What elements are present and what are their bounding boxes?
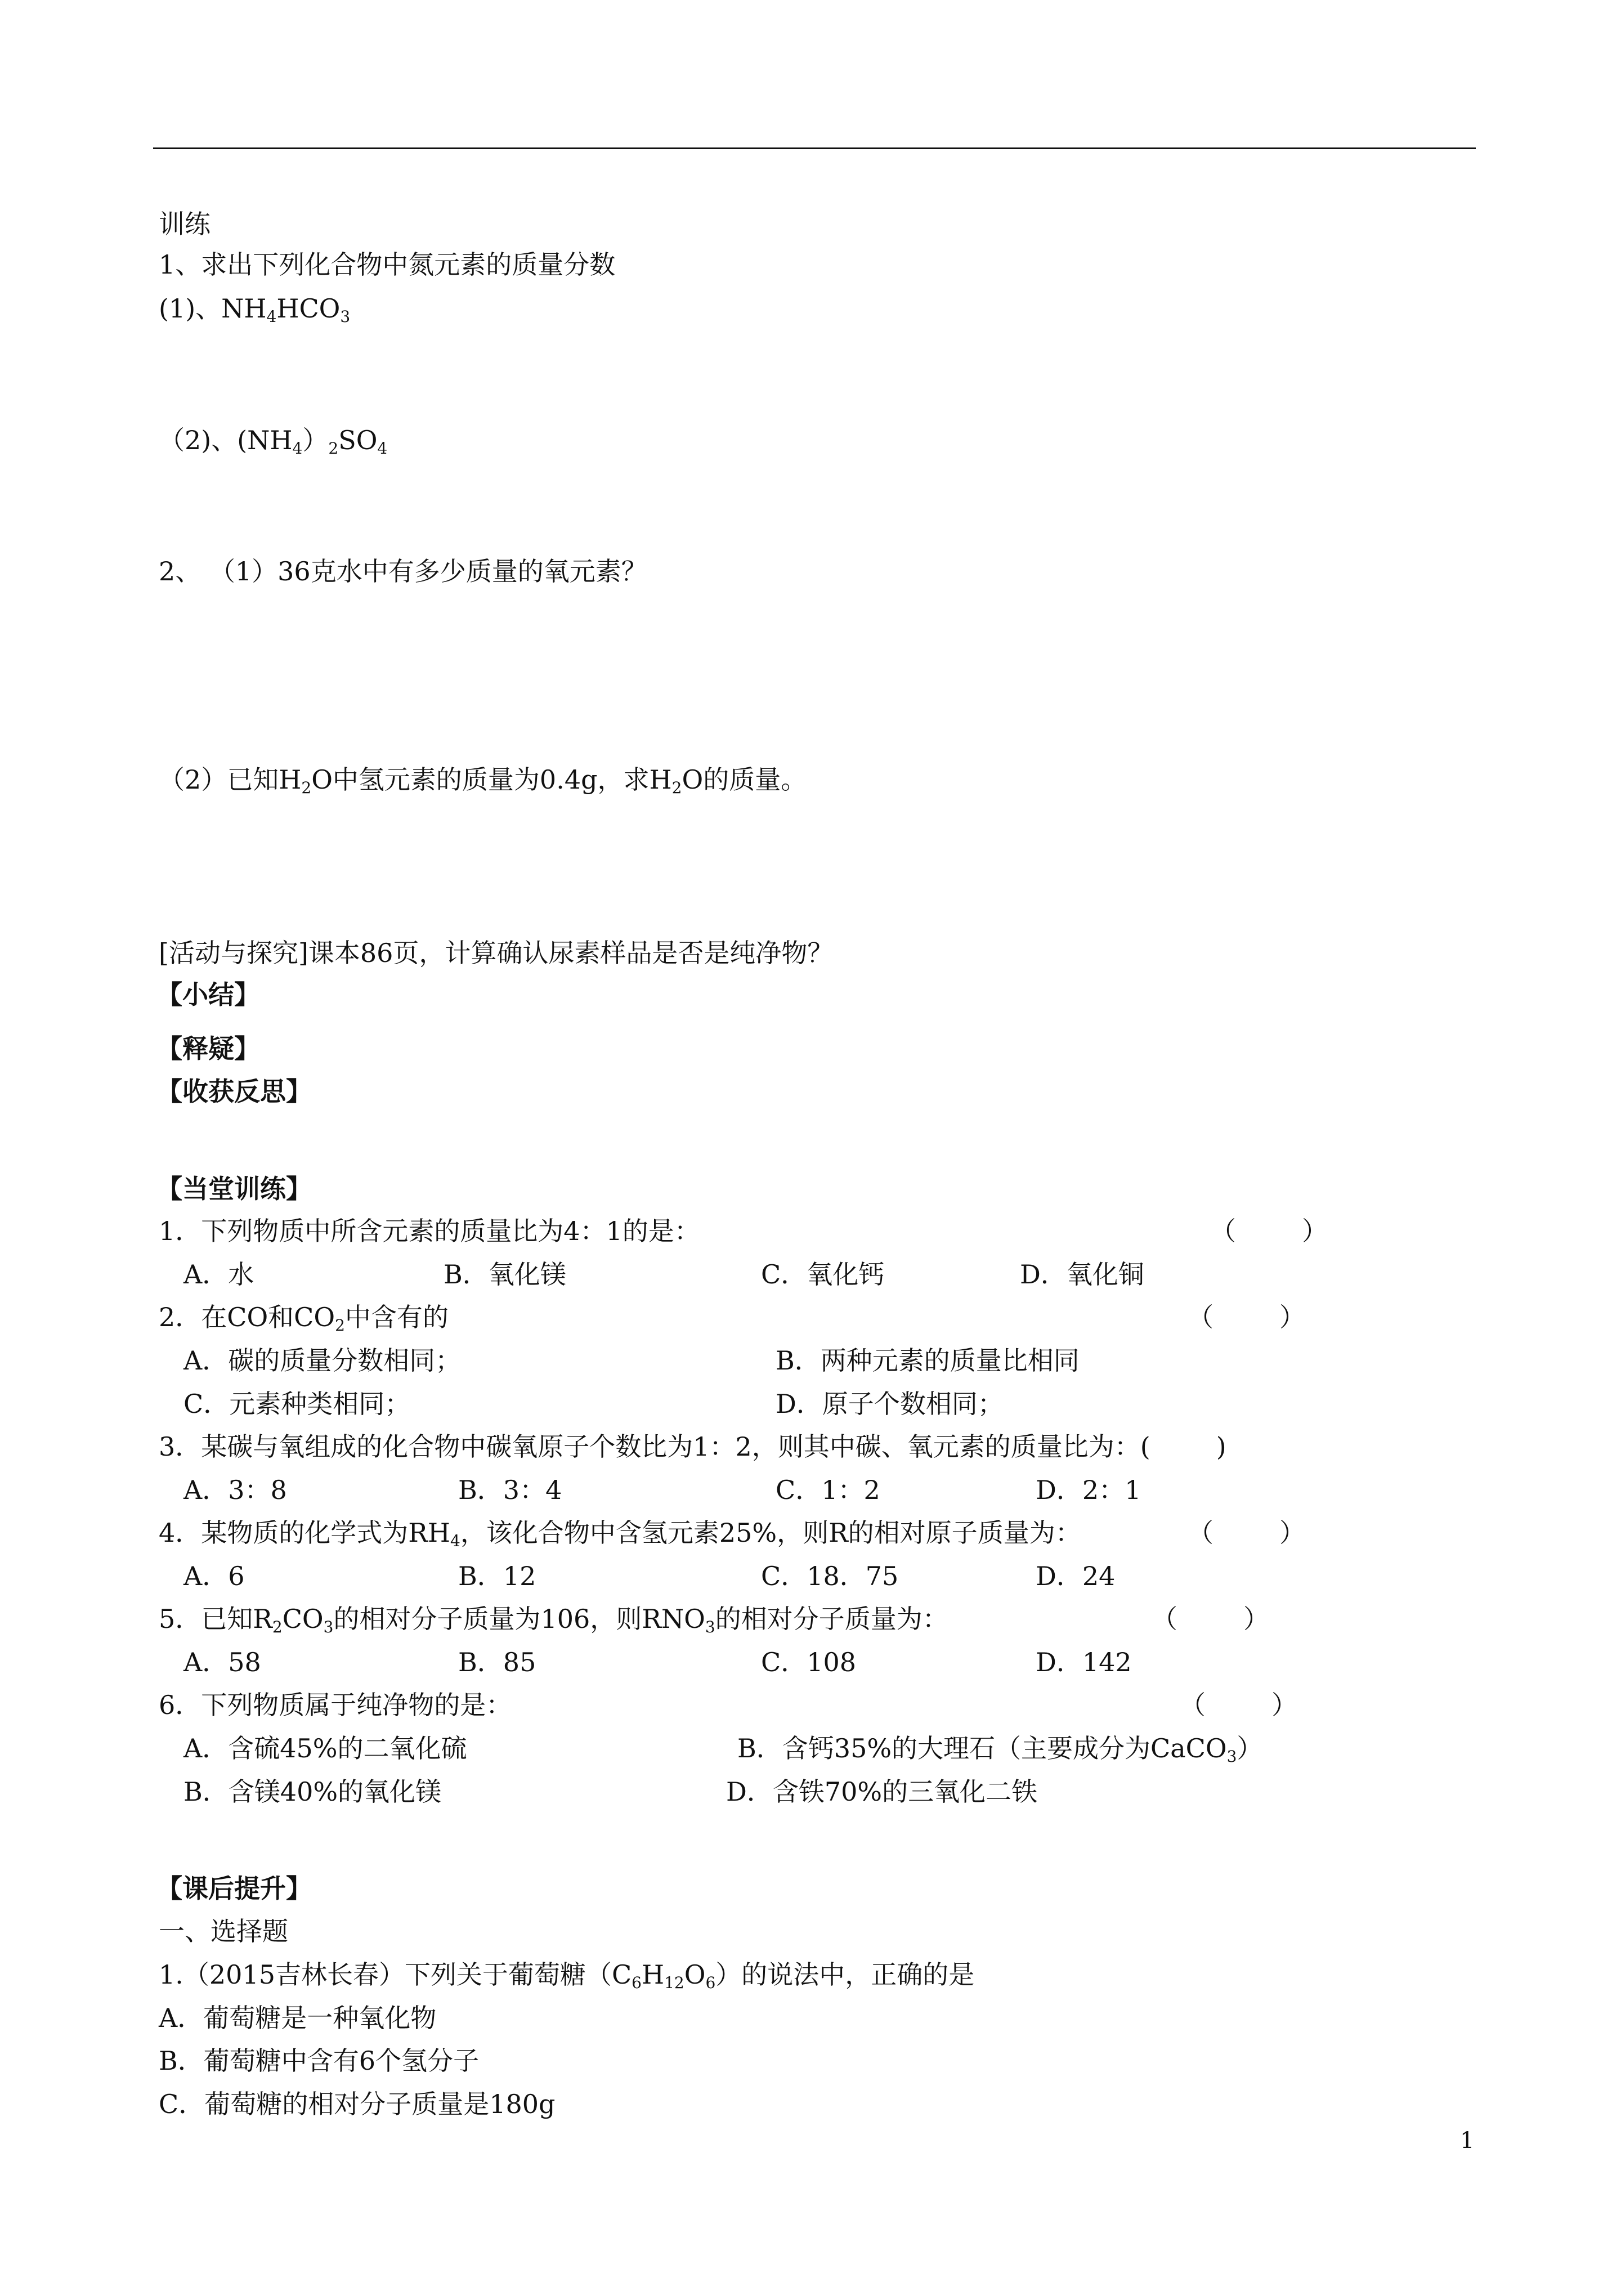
q5-option-d: D．142 [1036,1647,1132,1677]
section-reflection: 【收获反思】 [156,1076,312,1107]
q2-option-a: A．碳的质量分数相同； [183,1345,462,1376]
q3-option-a: A．3：8 [183,1475,287,1505]
training-question-1-2: （2)、$(NH_4)_2SO_4$ [159,425,388,458]
q4-option-b: B．12 [458,1561,536,1591]
after-class-question-1: 1.（2015吉林长春）下列关于葡萄糖$(C_6H_{12}O_6)$的说法中，正确的是 [159,1959,975,1992]
training-heading: 训练 [159,209,211,239]
training-question-1-1: (1)、$NH_4HCO_3$ [159,293,351,326]
q4-option-c: C．18．75 [761,1561,899,1591]
after-class-option-a: A．葡萄糖是一种氧化物 [159,2003,437,2033]
q5-option-a: A．58 [183,1647,261,1677]
after-class-option-c: C．葡萄糖的相对分子质量是180g [159,2089,556,2119]
after-class-option-b: B．葡萄糖中含有6个氢分子 [159,2046,480,2076]
in-class-question-6: 6．下列物质属于纯净物的是： [159,1690,512,1720]
answer-blank-1: （ ） [1210,1216,1328,1246]
answer-blank-5: （ ） [1152,1604,1269,1634]
activity-line: [活动与探究]课本86页，计算确认尿素样品是否是纯净物？ [159,938,834,968]
page-number: 1 [1460,2128,1475,2154]
q3-option-c: C．1：2 [776,1475,880,1505]
q2-option-b: B．两种元素的质量比相同 [776,1345,1080,1376]
in-class-question-3: 3．某碳与氧组成的化合物中碳氧原子个数比为1：2，则其中碳、氧元素的质量比为：( ) [159,1431,1226,1462]
in-class-question-4: 4．某物质的化学式为$RH_4$，该化合物中含氢元素25%，则R的相对原子质量为： [159,1518,1081,1550]
q1-option-d: D．氧化铜 [1020,1259,1144,1290]
section-in-class-training: 【当堂训练】 [156,1174,312,1204]
q5-option-c: C．108 [761,1647,856,1677]
training-question-1: 1、求出下列化合物中氮元素的质量分数 [159,249,616,280]
q6-option-a: A．含硫45%的二氧化硫 [183,1733,467,1764]
training-question-2-2: （2）已知$H_2O$中氢元素的质量为0.4g，求$H_2O$的质量。 [159,764,807,797]
q4-option-d: D．24 [1036,1561,1116,1591]
q1-option-a: A．水 [183,1259,254,1290]
q3-option-d: D．2：1 [1036,1475,1141,1505]
q1-option-b: B．氧化镁 [444,1259,566,1290]
q6-option-d: D．含铁70%的三氧化二铁 [726,1776,1038,1807]
q4-option-a: A．6 [183,1561,245,1591]
q1-option-c: C．氧化钙 [761,1259,885,1290]
header-rule [153,147,1476,149]
answer-blank-4: （ ） [1188,1518,1305,1548]
q5-option-b: B．85 [458,1647,536,1677]
q6-option-b: B．含钙35%的大理石（主要成分为CaCO$_3$） [737,1733,1263,1766]
after-class-part-title: 一、选择题 [159,1916,288,1946]
in-class-question-2: 2．在CO和$CO_2$中含有的 [159,1302,449,1335]
in-class-question-1: 1．下列物质中所含元素的质量比为4：1的是： [159,1216,700,1246]
section-after-class: 【课后提升】 [156,1873,312,1904]
answer-blank-6: （ ） [1180,1690,1297,1720]
section-summary: 【小结】 [156,979,260,1010]
q3-option-b: B．3：4 [458,1475,562,1505]
training-question-2-1: 2、 （1）36克水中有多少质量的氧元素？ [159,556,647,587]
q2-option-c: C．元素种类相同； [183,1389,411,1419]
section-doubt: 【释疑】 [156,1033,260,1064]
q6-option-c: B．含镁40%的氧化镁 [183,1776,442,1807]
q2-option-d: D．原子个数相同； [776,1389,1004,1419]
answer-blank-2: （ ） [1188,1302,1305,1332]
in-class-question-5: 5．已知$R_2CO_3$的相对分子质量为106，则$RNO_3$的相对分子质量为： [159,1604,948,1636]
